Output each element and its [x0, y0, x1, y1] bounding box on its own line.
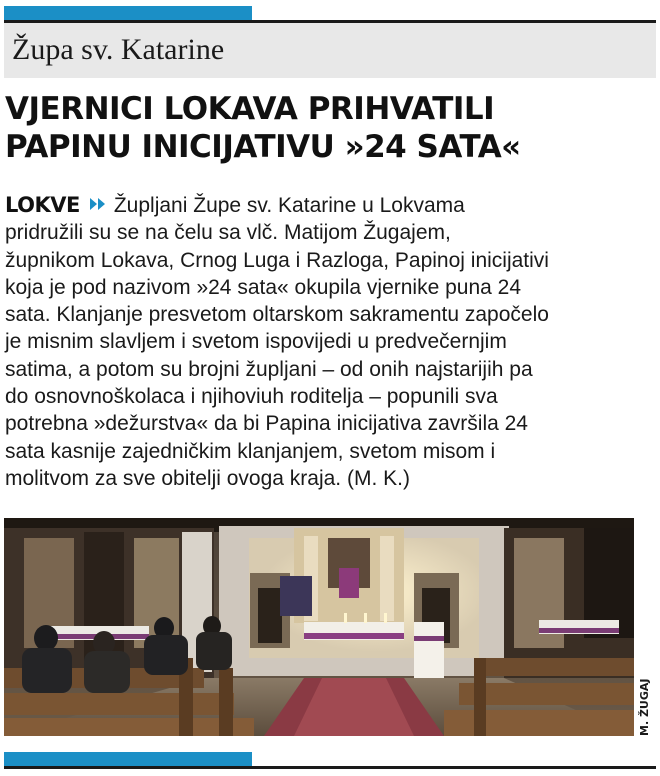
top-accent-bar [4, 6, 252, 20]
bottom-accent-bar [4, 752, 252, 766]
body-line: potrebna »dežurstva« da bi Papina inicijativa završila 24 [5, 412, 528, 436]
body-line: sata kasnije zajedničkim klanjanjem, svetom misom i [5, 439, 496, 463]
body-line: satima, a potom su brojni župljani – od onih najstarijih pa [5, 357, 533, 381]
body-line: molitvom za sve obitelji ovoga kraja. (M. K.) [5, 466, 410, 490]
church-interior-photo [4, 518, 634, 736]
body-line: župnikom Lokava, Crnog Luga i Razloga, Papinoj inicijativi [5, 248, 549, 272]
bottom-rule [4, 766, 656, 769]
headline-line-2: PAPINU INICIJATIVU »24 SATA« [5, 129, 521, 165]
body-line: pridružili su se na čelu sa vlč. Matijom Žugajem, [5, 221, 451, 245]
article-body [5, 192, 655, 492]
church-interior-illustration [4, 518, 634, 736]
dateline: LOKVE [5, 193, 80, 217]
body-line: do osnovnoškolaca i njihoviuh roditelja – popunili sva [5, 385, 498, 409]
section-title: Župa sv. Katarine [12, 33, 225, 66]
body-line: sata. Klanjanje presvetom oltarskom sakramentu započelo [5, 303, 549, 327]
photo-credit-text: M. ŽUGAJ [638, 678, 651, 736]
headline-line-1: VJERNICI LOKAVA PRIHVATILI [5, 91, 495, 127]
double-chevron-right-icon [90, 197, 108, 211]
body-line [5, 192, 655, 219]
body-line: koja je pod nazivom »24 sata« okupila vjernike puna 24 [5, 275, 522, 299]
body-line-text: Župljani Župe sv. Katarine u Lokvama [113, 194, 465, 217]
article-headline [5, 90, 645, 166]
body-line: je misnim slavljem i svetom ispovijedi u predvečernjim [5, 330, 507, 354]
